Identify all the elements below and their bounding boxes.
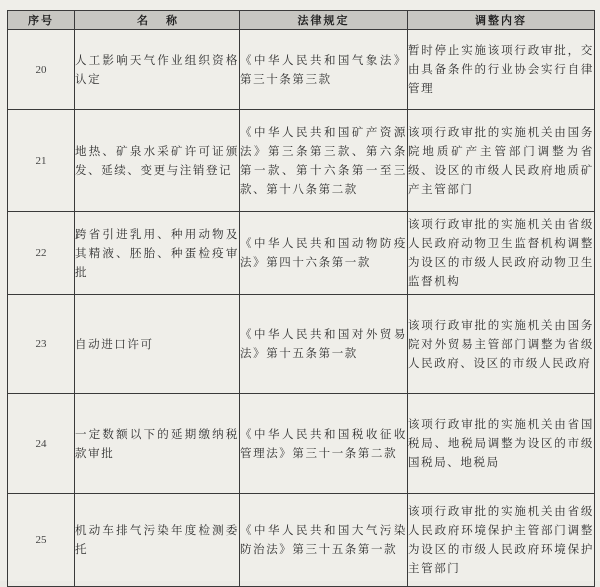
administrative-approval-table [7, 10, 595, 587]
item-name: 跨省引进乳用、种用动物及其精液、胚胎、种蛋检疫审批 [75, 212, 240, 295]
adjustment-content: 该项行政审批的实施机关由省级人民政府动物卫生监督机构调整为设区的市级人民政府动物卫生监督机构 [408, 212, 595, 295]
header-name: 名称 [75, 11, 240, 30]
legal-provision: 《中华人民共和国矿产资源法》第三条第三款、第六条第一款、第十六条第一至三款、第十八条第二款 [240, 110, 408, 212]
table-row [8, 212, 595, 295]
legal-provision: 《中华人民共和国气象法》第三十条第三款 [240, 30, 408, 110]
table-header [8, 11, 595, 30]
legal-provision: 《中华人民共和国对外贸易法》第十五条第一款 [240, 295, 408, 394]
item-name: 机动车排气污染年度检测委托 [75, 494, 240, 587]
item-name: 人工影响天气作业组织资格认定 [75, 30, 240, 110]
adjustment-content: 该项行政审批的实施机关由国务院地质矿产主管部门调整为省级、设区的市级人民政府地质矿产主管部门 [408, 110, 595, 212]
legal-provision: 《中华人民共和国税收征收管理法》第三十一条第二款 [240, 394, 408, 494]
table-row [8, 30, 595, 110]
table-row [8, 494, 595, 587]
adjustment-content: 该项行政审批的实施机关由国务院对外贸易主管部门调整为省级人民政府、设区的市级人民政府 [408, 295, 595, 394]
legal-provision: 《中华人民共和国动物防疫法》第四十六条第一款 [240, 212, 408, 295]
table-row [8, 295, 595, 394]
item-name: 地热、矿泉水采矿许可证颁发、延续、变更与注销登记 [75, 110, 240, 212]
legal-provision: 《中华人民共和国大气污染防治法》第三十五条第一款 [240, 494, 408, 587]
row-number: 22 [8, 212, 75, 295]
table-row [8, 394, 595, 494]
item-name: 自动进口许可 [75, 295, 240, 394]
adjustment-content: 暂时停止实施该项行政审批，交由具备条件的行业协会实行自律管理 [408, 30, 595, 110]
row-number: 24 [8, 394, 75, 494]
row-number: 25 [8, 494, 75, 587]
adjustment-content: 该项行政审批的实施机关由省国税局、地税局调整为设区的市级国税局、地税局 [408, 394, 595, 494]
row-number: 20 [8, 30, 75, 110]
adjustment-content: 该项行政审批的实施机关由省级人民政府环境保护主管部门调整为设区的市级人民政府环境保护主管部门 [408, 494, 595, 587]
header-no: 序号 [8, 11, 75, 30]
header-law: 法律规定 [240, 11, 408, 30]
row-number: 23 [8, 295, 75, 394]
row-number: 21 [8, 110, 75, 212]
item-name: 一定数额以下的延期缴纳税款审批 [75, 394, 240, 494]
header-adjustment: 调整内容 [408, 11, 595, 30]
table-row [8, 110, 595, 212]
